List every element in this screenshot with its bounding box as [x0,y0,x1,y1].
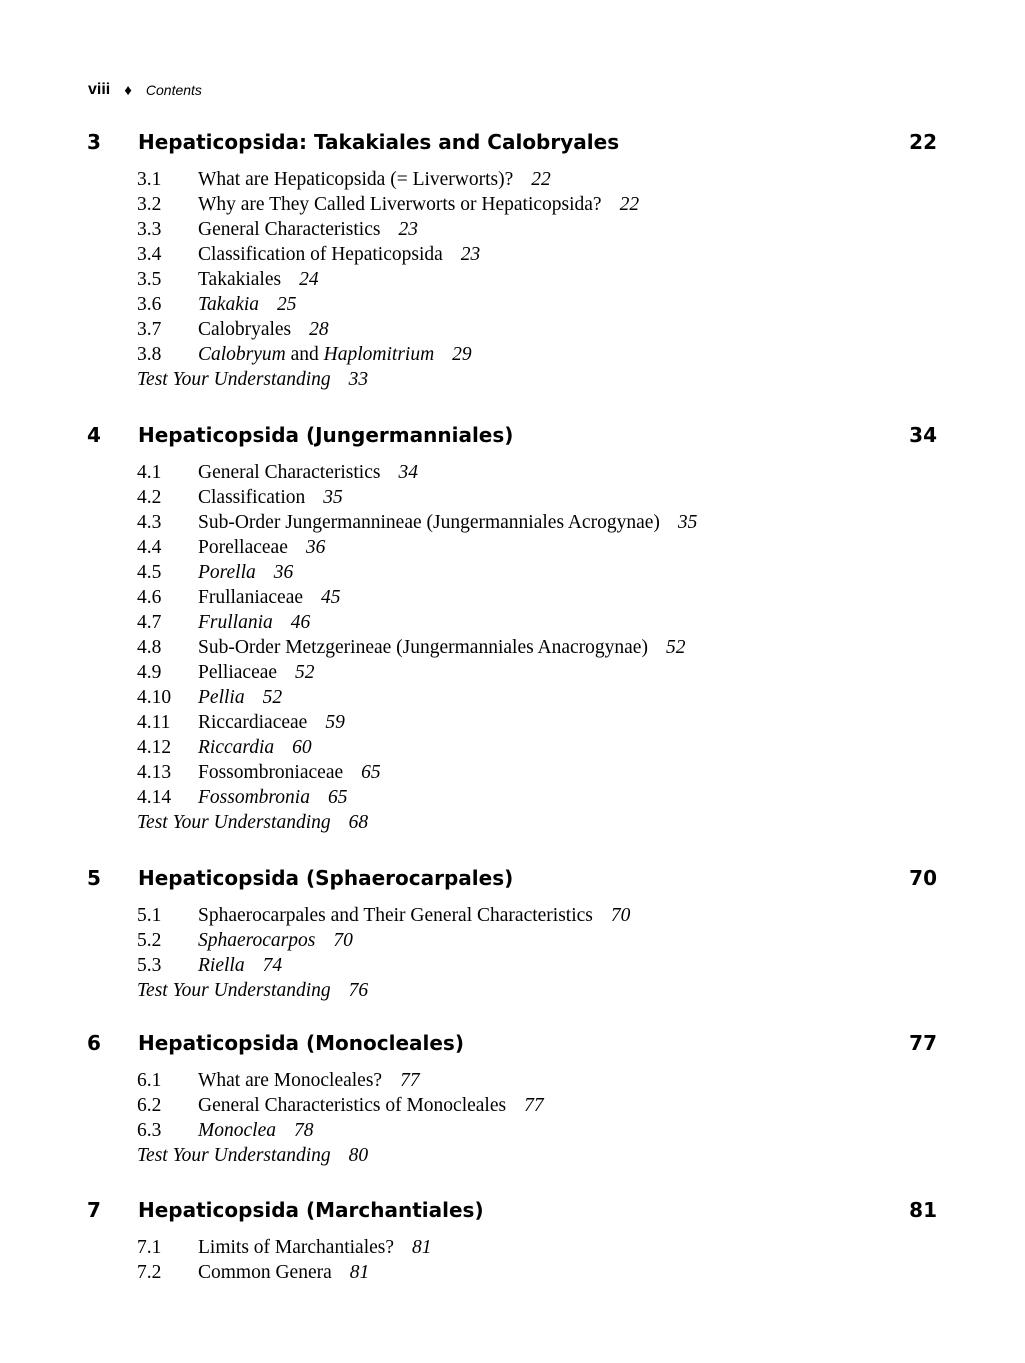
section-page: 74 [262,955,283,976]
test-label: Test Your Understanding [137,812,331,833]
chapter-title: Hepaticopsida (Marchantiales) [138,1198,484,1222]
section-number: 7.2 [137,1262,162,1283]
toc-entry[interactable] [0,167,1025,192]
toc-entry[interactable] [0,292,1025,317]
section-number: 4.9 [137,662,162,683]
toc-entry[interactable] [0,660,1025,685]
toc-entry[interactable] [0,342,1025,367]
chapter-number: 7 [87,1198,101,1222]
toc-entry[interactable] [0,317,1025,342]
toc-entry[interactable] [0,485,1025,510]
section-page: 46 [290,612,311,633]
section-page: 23 [460,244,481,265]
toc-entry[interactable] [0,903,1025,928]
toc-entry[interactable] [0,953,1025,978]
section-number: 5.3 [137,955,162,976]
section-page: 45 [321,587,341,608]
section-page: 65 [327,787,348,808]
section-page: 35 [677,512,698,533]
section-page: 34 [398,462,418,483]
chapter-heading[interactable] [0,1195,1025,1225]
section-number: 4.5 [137,562,162,583]
section-title: What are Hepaticopsida (= Liverworts)? [198,169,514,190]
section-number: 3.3 [137,219,162,240]
chapter-title: Hepaticopsida (Sphaerocarpales) [138,866,514,890]
section-number: 3.5 [137,269,162,290]
section-number: 3.6 [137,294,162,315]
section-number: 4.1 [137,462,162,483]
chapter-3 [0,127,1025,392]
section-list [0,903,1025,1003]
section-page: 65 [361,762,381,783]
toc-entry[interactable] [0,760,1025,785]
chapter-7 [0,1195,1025,1285]
section-title: Porellaceae [198,537,288,558]
toc-entry[interactable] [0,267,1025,292]
section-title: General Characteristics [198,462,381,483]
section-title: Frullania [198,612,273,633]
section-page: 22 [619,194,640,215]
section-title: Sphaerocarpos [198,930,316,951]
section-number: 6.1 [137,1070,162,1091]
test-entry[interactable] [0,367,1025,392]
toc-entry[interactable] [0,785,1025,810]
section-number: 4.10 [137,687,172,708]
chapter-title: Hepaticopsida (Jungermanniales) [138,423,514,447]
chapter-title: Hepaticopsida: Takakiales and Calobryales [138,130,620,154]
section-title: Riella [198,955,245,976]
test-entry[interactable] [0,978,1025,1003]
test-page: 33 [348,369,369,390]
toc-entry[interactable] [0,1068,1025,1093]
section-page: 77 [524,1095,544,1116]
chapter-4 [0,420,1025,835]
test-entry[interactable] [0,1143,1025,1168]
toc-entry[interactable] [0,510,1025,535]
section-list [0,1235,1025,1285]
genus-name: Calobryum [198,344,286,365]
section-page: 23 [398,219,418,240]
section-list [0,460,1025,835]
chapter-page: 22 [909,130,937,154]
section-title: Sphaerocarpales and Their General Characteristics [198,905,593,926]
section-number: 3.1 [137,169,162,190]
section-number: 4.2 [137,487,162,508]
toc-entry[interactable] [0,1235,1025,1260]
section-page: 28 [309,319,329,340]
section-title: Fossombronia [198,787,310,808]
section-title: Calobryales [198,319,292,340]
toc-entry[interactable] [0,192,1025,217]
section-title: Pelliaceae [198,662,278,683]
page-number: viii [88,81,111,98]
section-page: 22 [531,169,551,190]
chapter-number: 4 [87,423,101,447]
section-title: Sub-Order Metzgerineae (Jungermanniales Anacrogynae) [198,637,648,658]
test-label: Test Your Understanding [137,980,331,1001]
section-title: Porella [198,562,256,583]
diamond-icon: ♦ [124,81,132,99]
section-title: Fossombroniaceae [198,762,344,783]
toc-entry[interactable] [0,585,1025,610]
toc-entry[interactable] [0,560,1025,585]
section-number: 4.12 [137,737,172,758]
section-title: Contents [145,82,202,98]
section-title: Classification [198,487,306,508]
chapter-number: 5 [87,866,101,890]
section-page: 81 [349,1262,370,1283]
section-page: 60 [292,737,312,758]
section-title: Takakia [198,294,260,315]
section-page: 70 [610,905,631,926]
section-number: 4.6 [137,587,162,608]
section-page: 78 [293,1120,314,1141]
section-page: 36 [273,562,294,583]
chapter-number: 6 [87,1031,101,1055]
section-number: 3.2 [137,194,162,215]
toc-entry[interactable] [0,928,1025,953]
section-page: 52 [665,637,686,658]
chapter-5 [0,863,1025,1003]
section-title: Limits of Marchantiales? [198,1237,395,1258]
chapter-page: 77 [909,1031,937,1055]
chapter-number: 3 [87,130,101,154]
toc-entry[interactable] [0,610,1025,635]
test-label: Test Your Understanding [137,369,331,390]
section-title: Monoclea [198,1120,276,1141]
section-number: 5.2 [137,930,162,951]
section-page: 25 [277,294,297,315]
toc-entry[interactable] [0,1260,1025,1285]
section-title: Riccardia [198,737,275,758]
section-number: 3.4 [137,244,162,265]
section-number: 4.13 [137,762,172,783]
section-number: 6.2 [137,1095,162,1116]
section-number: 3.7 [137,319,162,340]
test-label: Test Your Understanding [137,1145,331,1166]
section-page: 59 [325,712,345,733]
toc-entry[interactable] [0,1118,1025,1143]
section-page: 81 [412,1237,432,1258]
toc-entry[interactable] [0,1093,1025,1118]
chapter-heading[interactable] [0,863,1025,893]
chapter-heading[interactable] [0,420,1025,450]
section-title: Riccardiaceae [198,712,308,733]
toc-entry[interactable] [0,635,1025,660]
chapter-heading[interactable] [0,1028,1025,1058]
section-list [0,1068,1025,1168]
section-number: 4.11 [137,712,171,733]
chapter-page: 81 [909,1198,937,1222]
section-number: 6.3 [137,1120,162,1141]
section-number: 4.14 [137,787,172,808]
toc-entry[interactable] [0,535,1025,560]
section-title: Sub-Order Jungermannineae (Jungermanniales Acrogynae) [198,512,660,533]
section-title: Takakiales [198,269,282,290]
section-number: 5.1 [137,905,162,926]
toc-entry[interactable] [0,217,1025,242]
test-entry[interactable] [0,810,1025,835]
section-title: Frullaniaceae [198,587,304,608]
section-number: 4.7 [137,612,162,633]
toc-entry[interactable] [0,242,1025,267]
section-page: 77 [400,1070,420,1091]
section-page: 36 [305,537,326,558]
section-number: 4.3 [137,512,162,533]
section-list [0,167,1025,392]
section-page: 29 [452,344,472,365]
chapter-page: 34 [909,423,937,447]
conjunction: and [285,344,324,365]
running-header [88,78,202,102]
test-page: 80 [348,1145,369,1166]
section-title: Classification of Hepaticopsida [198,244,443,265]
toc-entry[interactable] [0,685,1025,710]
chapter-6 [0,1028,1025,1168]
section-title: Why are They Called Liverworts or Hepaticopsida? [198,194,602,215]
section-title: General Characteristics of Monocleales [198,1095,507,1116]
test-page: 76 [348,980,369,1001]
section-page: 70 [333,930,353,951]
section-title: General Characteristics [198,219,381,240]
section-page: 52 [295,662,315,683]
toc-entry[interactable] [0,460,1025,485]
toc-entry[interactable] [0,735,1025,760]
chapter-title: Hepaticopsida (Monocleales) [138,1031,464,1055]
chapter-heading[interactable] [0,127,1025,157]
section-title: Common Genera [198,1262,332,1283]
chapter-page: 70 [909,866,937,890]
section-title: Pellia [198,687,245,708]
section-page: 35 [323,487,343,508]
test-page: 68 [348,812,369,833]
section-number: 4.8 [137,637,162,658]
section-title: What are Monocleales? [198,1070,383,1091]
section-page: 52 [262,687,283,708]
section-number: 7.1 [137,1237,162,1258]
toc-entry[interactable] [0,710,1025,735]
section-number: 4.4 [137,537,162,558]
genus-name: Haplomitrium [323,344,435,365]
section-page: 24 [299,269,319,290]
section-number: 3.8 [137,344,162,365]
